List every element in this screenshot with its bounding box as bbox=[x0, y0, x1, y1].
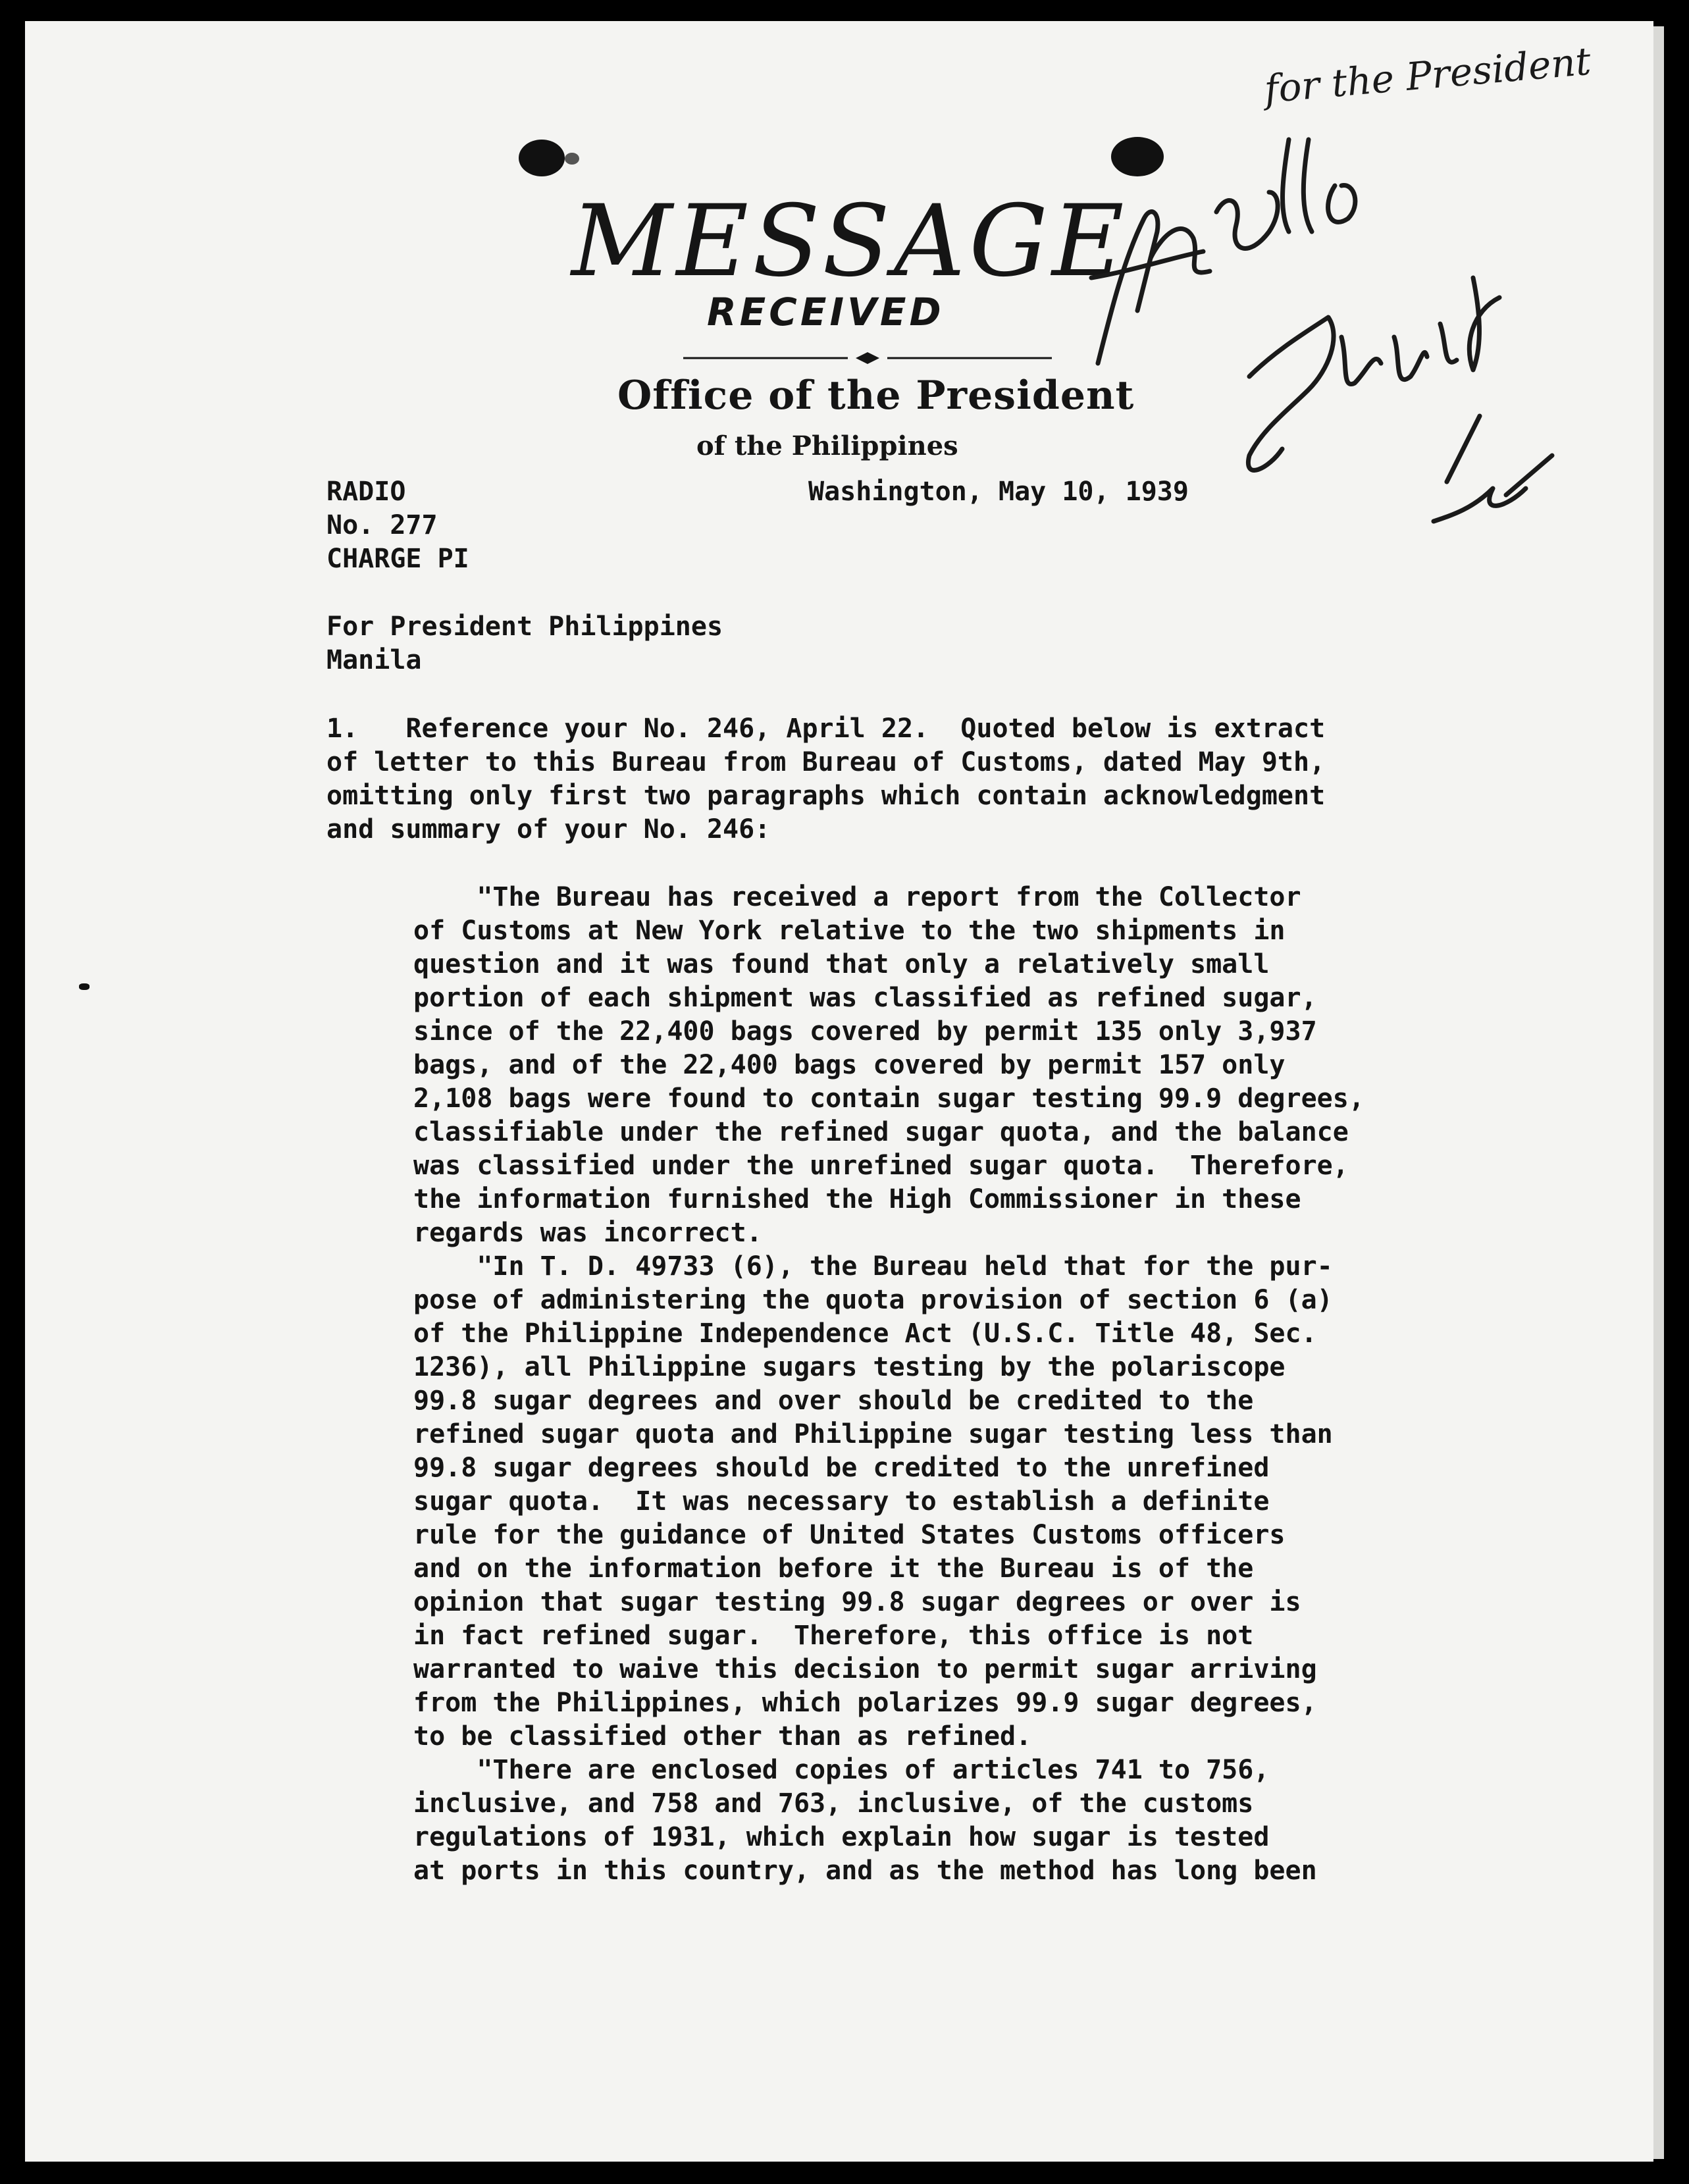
text-line: refined sugar quota and Philippine sugar testing less than bbox=[413, 1419, 1333, 1449]
text-line: opinion that sugar testing 99.8 sugar degrees or over is bbox=[413, 1587, 1301, 1617]
ink-smudge bbox=[565, 153, 579, 165]
text-line: regulations of 1931, which explain how sugar is tested bbox=[413, 1822, 1270, 1852]
letterhead-message: MESSAGE bbox=[571, 184, 1128, 299]
message-charge: CHARGE PI bbox=[326, 544, 469, 574]
text-line: of Customs at New York relative to the two shipments in bbox=[413, 916, 1286, 946]
text-line: rule for the guidance of United States Customs officers bbox=[413, 1520, 1286, 1550]
text-line: of letter to this Bureau from Bureau of Customs, dated May 9th, bbox=[326, 747, 1326, 777]
text-line: warranted to waive this decision to permit sugar arriving bbox=[413, 1654, 1317, 1684]
recipient-line-2: Manila bbox=[326, 645, 422, 675]
text-line: regards was incorrect. bbox=[413, 1218, 762, 1248]
text-line: portion of each shipment was classified as refined sugar, bbox=[413, 983, 1317, 1013]
text-line: the information furnished the High Commissioner in these bbox=[413, 1184, 1301, 1214]
text-line: and summary of your No. 246: bbox=[326, 814, 771, 845]
text-line: was classified under the unrefined sugar quota. Therefore, bbox=[413, 1151, 1349, 1181]
letterhead-ornament bbox=[683, 350, 1052, 366]
recipient-line-1: For President Philippines bbox=[326, 611, 723, 642]
text-line: "In T. D. 49733 (6), the Bureau held that for the pur- bbox=[413, 1251, 1333, 1282]
page-edge bbox=[1653, 26, 1664, 2159]
text-line: from the Philippines, which polarizes 99.9 sugar degrees, bbox=[413, 1688, 1317, 1718]
text-line: 1236), all Philippine sugars testing by the polariscope bbox=[413, 1352, 1286, 1382]
text-line: since of the 22,400 bags covered by permit 135 only 3,937 bbox=[413, 1016, 1317, 1047]
text-line: in fact refined sugar. Therefore, this office is not bbox=[413, 1621, 1254, 1651]
text-line: "There are enclosed copies of articles 741 to 756, bbox=[413, 1755, 1270, 1785]
letterhead-country: of the Philippines bbox=[696, 430, 958, 461]
text-line: 2,108 bags were found to contain sugar testing 99.9 degrees, bbox=[413, 1083, 1364, 1114]
text-line: of the Philippine Independence Act (U.S.C. Title 48, Sec. bbox=[413, 1318, 1317, 1349]
text-line: omitting only first two paragraphs which contain acknowledgment bbox=[326, 781, 1326, 811]
text-line: and on the information before it the Bureau is of the bbox=[413, 1553, 1254, 1584]
handwritten-note: for the President bbox=[1262, 38, 1593, 112]
text-line: pose of administering the quota provision of section 6 (a) bbox=[413, 1285, 1333, 1315]
text-line: "The Bureau has received a report from the Collector bbox=[413, 882, 1301, 912]
punch-hole-left bbox=[519, 140, 565, 176]
document-page bbox=[25, 21, 1653, 2162]
place-and-date: Washington, May 10, 1939 bbox=[808, 477, 1189, 507]
text-line: bags, and of the 22,400 bags covered by permit 157 only bbox=[413, 1050, 1286, 1080]
text-line: 1. Reference your No. 246, April 22. Quoted below is extract bbox=[326, 714, 1326, 744]
letterhead-office: Office of the President bbox=[617, 373, 1135, 419]
text-line: sugar quota. It was necessary to establish a definite bbox=[413, 1486, 1270, 1517]
text-line: 99.8 sugar degrees should be credited to the unrefined bbox=[413, 1453, 1270, 1483]
message-number: No. 277 bbox=[326, 510, 438, 540]
text-line: at ports in this country, and as the method has long been bbox=[413, 1856, 1317, 1886]
text-line: to be classified other than as refined. bbox=[413, 1721, 1032, 1752]
text-line: 99.8 sugar degrees and over should be credited to the bbox=[413, 1386, 1254, 1416]
handwritten-signature bbox=[1052, 61, 1565, 548]
message-type: RADIO bbox=[326, 477, 406, 507]
margin-mark bbox=[79, 983, 90, 990]
text-line: inclusive, and 758 and 763, inclusive, of the customs bbox=[413, 1788, 1254, 1819]
text-line: classifiable under the refined sugar quota, and the balance bbox=[413, 1117, 1349, 1147]
text-line: question and it was found that only a relatively small bbox=[413, 949, 1270, 979]
letterhead-received: RECEIVED bbox=[707, 290, 945, 334]
